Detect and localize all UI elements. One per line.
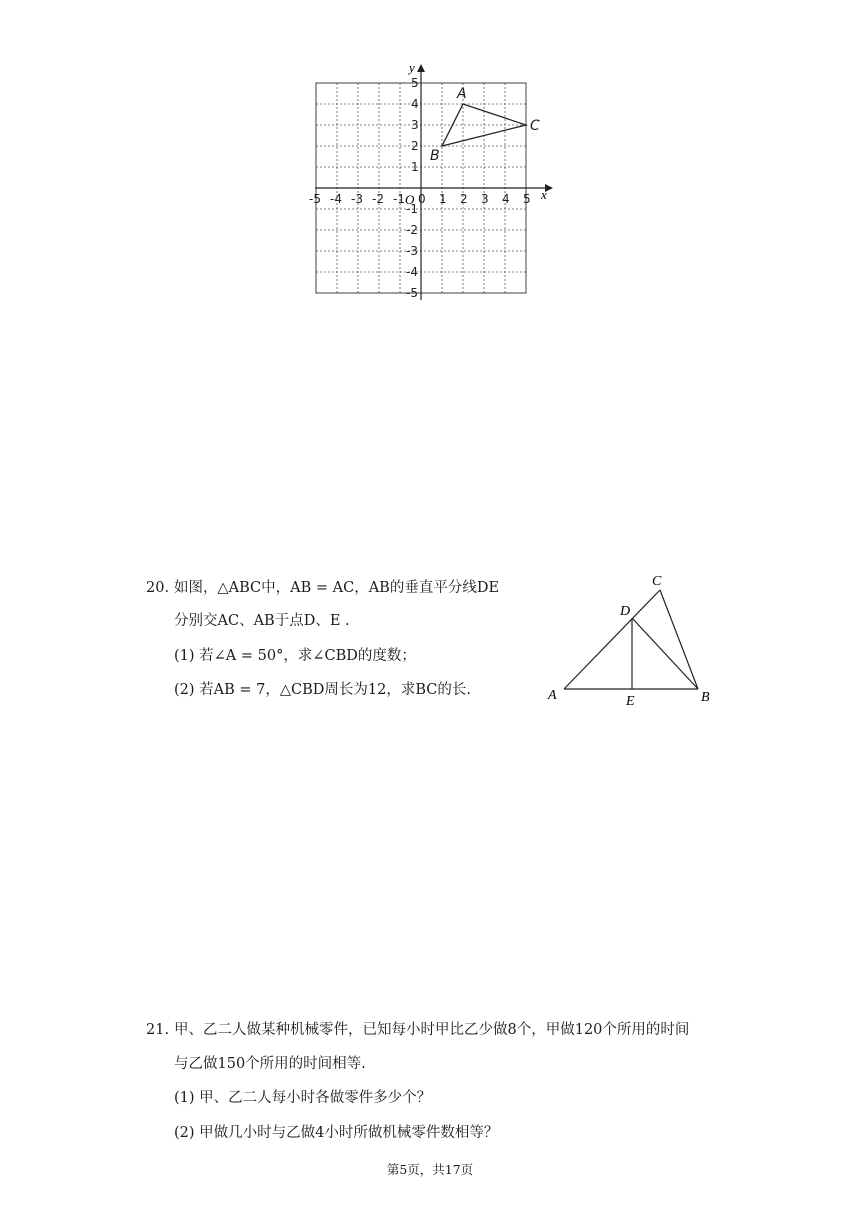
x-axis-label: x xyxy=(541,187,547,202)
x-tick-label: -1 xyxy=(393,192,405,206)
question-20-line-2: 分别交AC、AB于点D、E . xyxy=(174,613,350,629)
point-label-c: C xyxy=(530,118,540,134)
x-tick-label: 2 xyxy=(460,192,468,206)
label-e: E xyxy=(626,694,635,709)
page-footer: 第5页，共17页 xyxy=(386,1162,474,1177)
question-21-line-3: (1) 甲、乙二人每小时各做零件多少个？ xyxy=(174,1090,432,1106)
coordinate-grid-figure xyxy=(305,60,555,310)
x-tick-label: 5 xyxy=(523,192,531,206)
question-20-number: 20. xyxy=(146,580,170,596)
axes xyxy=(315,64,553,300)
question-20-line-3: (1) 若∠A = 50°，求∠CBD的度数； xyxy=(174,648,416,664)
label-c: C xyxy=(652,574,662,589)
question-20-line-4: (2) 若AB = 7，△CBD周长为12，求BC的长. xyxy=(174,682,471,698)
triangle-figure xyxy=(540,565,720,710)
point-label-a: A xyxy=(457,86,467,102)
y-tick-label: -2 xyxy=(406,223,418,237)
origin-label: O xyxy=(405,192,415,207)
label-d: D xyxy=(620,604,631,619)
question-21-line-1: 甲、乙二人做某种机械零件，已知每小时甲比乙少做8个，甲做120个所用的时间 xyxy=(174,1022,690,1038)
x-tick-label: -3 xyxy=(351,192,363,206)
question-21-number: 21. xyxy=(146,1022,170,1038)
y-tick-label: -5 xyxy=(406,286,418,300)
label-a: A xyxy=(548,688,557,703)
y-tick-label: 4 xyxy=(411,97,419,111)
y-tick-label: -4 xyxy=(406,265,418,279)
side-bc xyxy=(660,590,698,689)
y-tick-label: 2 xyxy=(411,139,419,153)
x-tick-label: -2 xyxy=(372,192,384,206)
y-axis-arrow-icon xyxy=(417,64,425,72)
question-21-line-2: 与乙做150个所用的时间相等. xyxy=(174,1056,366,1072)
question-21-line-4: (2) 甲做几小时与乙做4小时所做机械零件数相等？ xyxy=(174,1125,499,1141)
x-tick-label: 1 xyxy=(439,192,447,206)
x-tick-label: 3 xyxy=(481,192,489,206)
y-tick-label: 5 xyxy=(411,76,419,90)
x-tick-label: -5 xyxy=(309,192,321,206)
x-tick-label: -4 xyxy=(330,192,342,206)
segment-bd xyxy=(632,618,698,689)
x-tick-labels xyxy=(309,192,531,206)
point-label-b: B xyxy=(430,148,440,164)
y-axis-label: y xyxy=(409,60,415,75)
y-tick-label: -3 xyxy=(406,244,418,258)
y-tick-label: 3 xyxy=(411,118,419,132)
question-20-line-1: 如图，△ABC中，AB = AC，AB的垂直平分线DE xyxy=(174,580,500,596)
y-tick-label: -1 xyxy=(406,202,418,216)
y-tick-label: 1 xyxy=(411,160,419,174)
x-tick-label: 4 xyxy=(502,192,510,206)
x-tick-label: 0 xyxy=(418,192,426,206)
side-ac xyxy=(564,590,660,689)
label-b: B xyxy=(701,690,710,705)
